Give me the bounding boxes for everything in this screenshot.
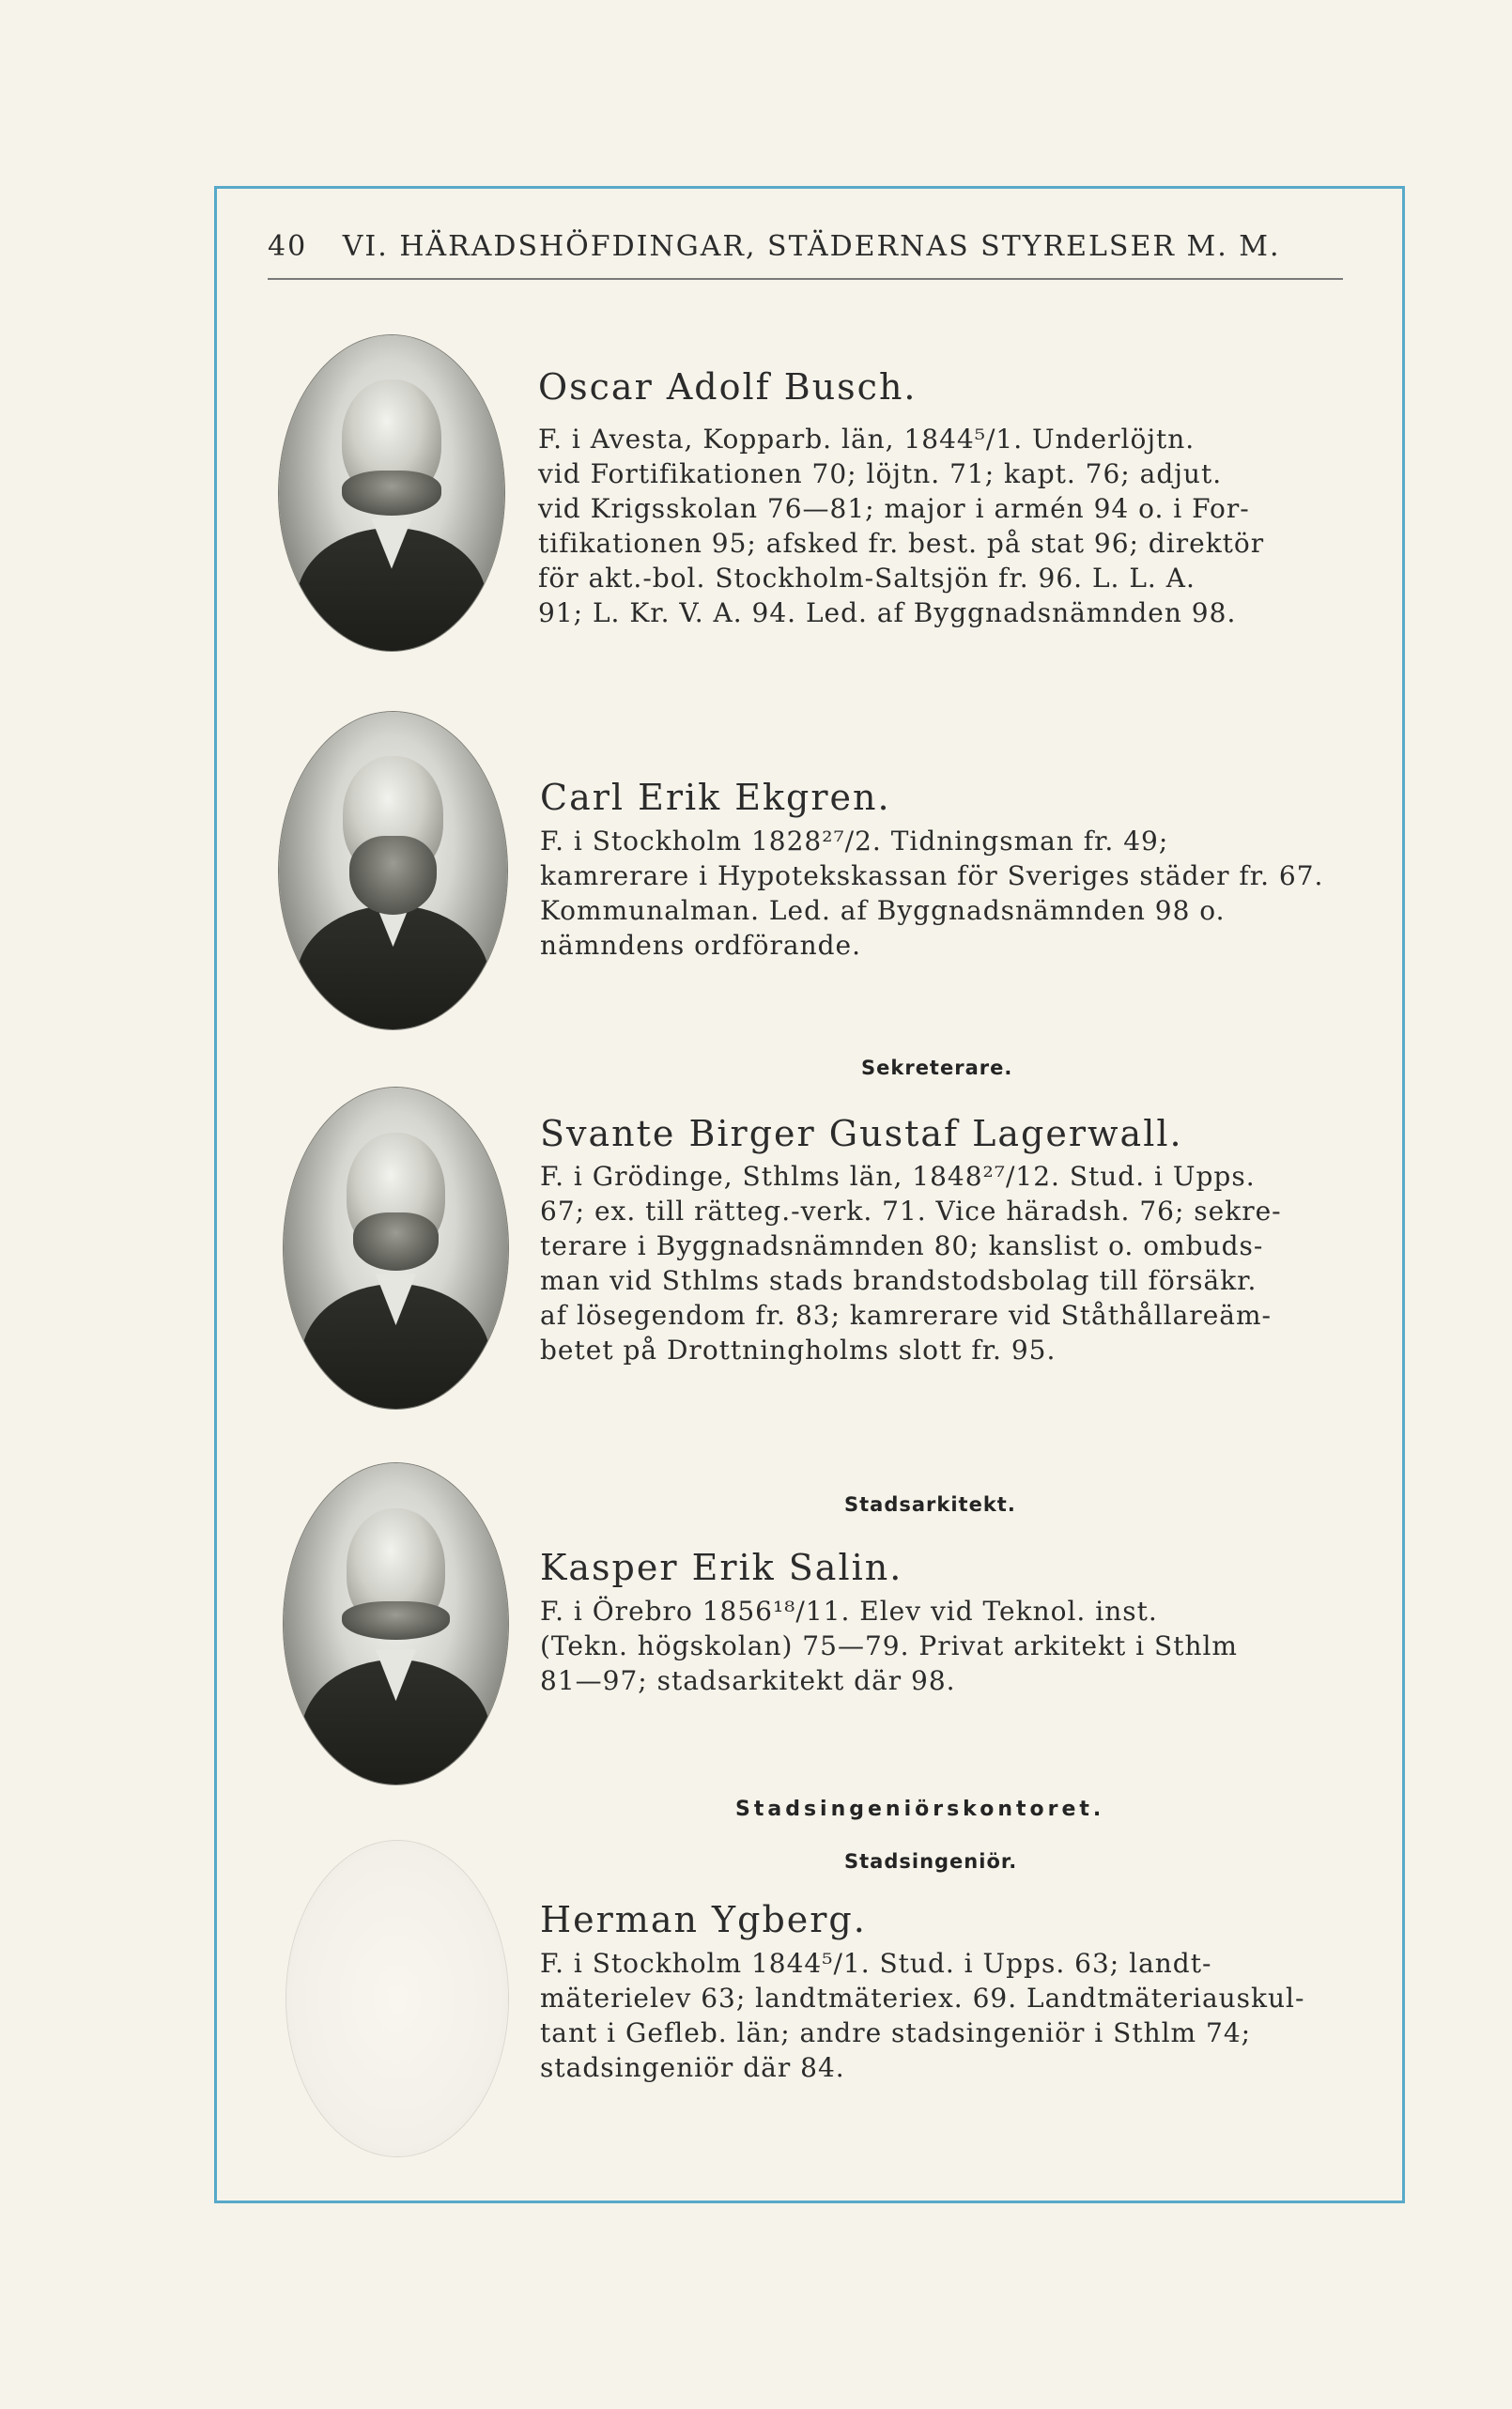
page-header bbox=[268, 230, 1348, 277]
page-number: 40 bbox=[268, 230, 308, 263]
section-heading-stadsingenior: Stadsingeniör. bbox=[844, 1850, 1018, 1873]
section-heading-stadsingeniorskontoret: Stadsingeniörskontoret. bbox=[735, 1798, 1105, 1821]
entry-name-busch: Oscar Adolf Busch. bbox=[538, 366, 918, 408]
portrait-lagerwall-beard bbox=[353, 1212, 439, 1271]
entry-name-lagerwall: Svante Birger Gustaf Lagerwall. bbox=[540, 1113, 1183, 1154]
entry-bio-ekgren: F. i Stockholm 1828²⁷/2. Tidningsman fr. 49; kamrerare i Hypotekskassan för Sveriges städer fr. 67. Kommunalman. Led. af Byggnadsnämnden 98 o. nämndens ordförande. bbox=[540, 826, 1324, 961]
entry-name-salin: Kasper Erik Salin. bbox=[540, 1547, 903, 1588]
section-heading-sekreterare: Sekreterare. bbox=[861, 1057, 1013, 1079]
portrait-ekgren bbox=[279, 712, 507, 1029]
entry-name-ekgren: Carl Erik Ekgren. bbox=[540, 777, 891, 818]
entry-bio-salin: F. i Örebro 1856¹⁸/11. Elev vid Teknol. inst. (Tekn. högskolan) 75—79. Privat arkitekt i Sthlm 81—97; stadsarkitekt där 98. bbox=[540, 1596, 1238, 1696]
section-heading-stadsarkitekt: Stadsarkitekt. bbox=[844, 1493, 1016, 1516]
entry-bio-lagerwall: F. i Grödinge, Sthlms län, 1848²⁷/12. Stud. i Upps. 67; ex. till rätteg.-verk. 71. Vice häradsh. 76; sekre- terare i Byggnadsnämnden 80; kanslist o. ombuds- man vid Sthlms stads brandstodsbolag till försäkr. af lösegendom fr. 83; kamrerare vid Ståthållareäm- betet på Drottningholms slott fr. 95. bbox=[540, 1161, 1282, 1366]
portrait-ygberg-blank bbox=[286, 1841, 508, 2156]
header-rule bbox=[268, 278, 1343, 280]
entry-bio-ygberg: F. i Stockholm 1844⁵/1. Stud. i Upps. 63; landt- mäterielev 63; landtmäteriex. 69. Landtmäteriauskul- tant i Gefleb. län; andre stadsingeniör i Sthlm 74; stadsingeniör där 84. bbox=[540, 1948, 1305, 2083]
portrait-lagerwall bbox=[284, 1088, 508, 1409]
entry-bio-busch: F. i Avesta, Kopparb. län, 1844⁵/1. Underlöjtn. vid Fortifikationen 70; löjtn. 71; kapt. 76; adjut. vid Krigsskolan 76—81; major i armén 94 o. i For- tifikationen 95; afsked fr. best. på stat 96; direktör för akt.-bol. Stockholm-Saltsjön fr. 96. L. L. A. 91; L. Kr. V. A. 94. Led. af Byggnadsnämnden 98. bbox=[538, 424, 1265, 628]
portrait-salin bbox=[284, 1463, 508, 1784]
portrait-ekgren-beard bbox=[349, 836, 436, 916]
portrait-busch-moustache bbox=[342, 471, 441, 515]
portrait-salin-moustache bbox=[342, 1601, 450, 1640]
entry-name-ygberg: Herman Ygberg. bbox=[540, 1899, 867, 1940]
page-title: VI. HÄRADSHÖFDINGAR, STÄDERNAS STYRELSER M. M. bbox=[342, 230, 1281, 263]
portrait-busch bbox=[279, 335, 504, 651]
